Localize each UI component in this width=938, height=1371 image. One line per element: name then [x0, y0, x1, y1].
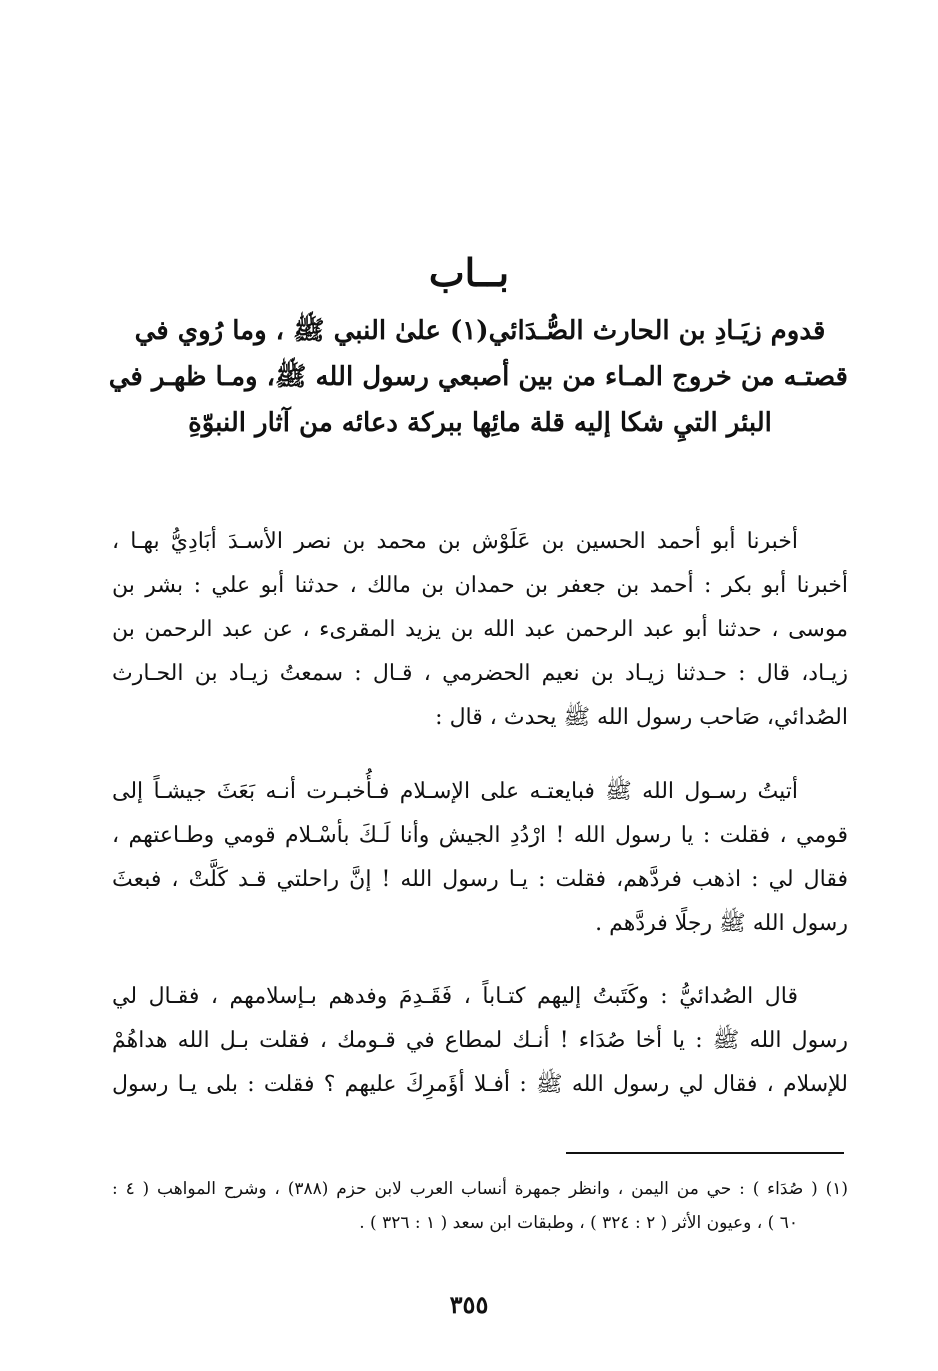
text-line: رسول الله ﷺ : يا أخا صُدَاء ! أنـك لمطاع في قـومك ، فقلت بـل الله هداهُمْ: [112, 1028, 848, 1053]
text-line: أخبرنا أبو بكر : أحمد بن جعفر بن حمدان بن مالك ، حدثنا أبو علي : بشر بن: [112, 573, 848, 598]
text-line: أتيتُ رسـول الله ﷺ فبايعتـه على الإسـلام فـأُخبـرت أنـه بَعَثَ جيشـاً إلى: [112, 779, 798, 804]
text-line: فقال لي : اذهب فردَّهم، فقلت : يـا رسول الله ! إنَّ راحلتي قـد كَلَّتْ ، فبعثَ: [112, 867, 848, 892]
text-line: موسى ، حدثنا أبو عبد الرحمن عبد الله بن يزيد المقرىء ، عن عبد الرحمن بن: [112, 617, 848, 642]
text-line: قال الصُدائيُّ : وكَتَبتُ إليهم كتـاباً ، فَقَـدِمَ وفدهم بـإسلامهم ، فقـال لي: [112, 984, 798, 1009]
page-number: ٣٥٥: [449, 1290, 489, 1319]
footnote-divider: [566, 1152, 844, 1154]
text-line: أخبرنا أبو أحمد الحسين بن عَلَوْش بن محمد بن نصر الأسـدَ أبَادِيُّ بهـا ،: [112, 529, 798, 554]
text-line: الصُدائي، صَاحب رسول الله ﷺ يحدث ، قال :: [435, 705, 848, 730]
chapter-title-line: قدوم زيَـادِ بن الحارث الصُّـدَائي(١) علىٰ النبي ﷺ ، وما رُوي في: [134, 316, 826, 346]
footnote-line: ٦٠ ) ، وعيون الأثر ( ٢ : ٣٢٤ ) ، وطبقات ابن سعد ( ١ : ٣٢٦ ) .: [359, 1213, 798, 1233]
footnote-line: (١) ( صُدَاء ) : حي من اليمن ، وانظر جمهرة أنساب العرب لابن حزم (٣٨٨) ، وشرح المواهب ( ٤ :: [112, 1179, 848, 1199]
paragraph-isnad: [112, 520, 848, 740]
paragraph-narration: [112, 770, 848, 946]
footnotes: [112, 1172, 848, 1240]
text-line: رسول الله ﷺ رجلًا فردَّهم .: [595, 911, 848, 936]
chapter-title: [108, 308, 848, 446]
chapter-label: بــاب: [428, 250, 510, 295]
chapter-title-line: البئر التيِ شكا إليه قلة مائِها ببركة دعائه من آثار النبوّةِ: [188, 408, 772, 438]
text-line: قومي ، فقلت : يا رسول الله ! ارْدُدِ الجيش وأنا لَـكَ بأسْـلام قومي وطـاعتهم ،: [112, 823, 848, 848]
paragraph-continuation: [112, 975, 848, 1107]
chapter-title-line: قصتـه من خروج المـاء من بين أصبعي رسول الله ﷺ، ومـا ظهـر في: [108, 362, 848, 392]
text-line: للإسلام ، فقال لي رسول الله ﷺ : أفـلا أؤَمرِكَ عليهم ؟ فقلت : بلى يـا رسول: [112, 1072, 848, 1097]
text-line: زيـاد، قال : حـدثنا زيـاد بن نعيم الحضرمي ، قـال : سمعتُ زيـاد بن الحـارث: [112, 661, 848, 686]
